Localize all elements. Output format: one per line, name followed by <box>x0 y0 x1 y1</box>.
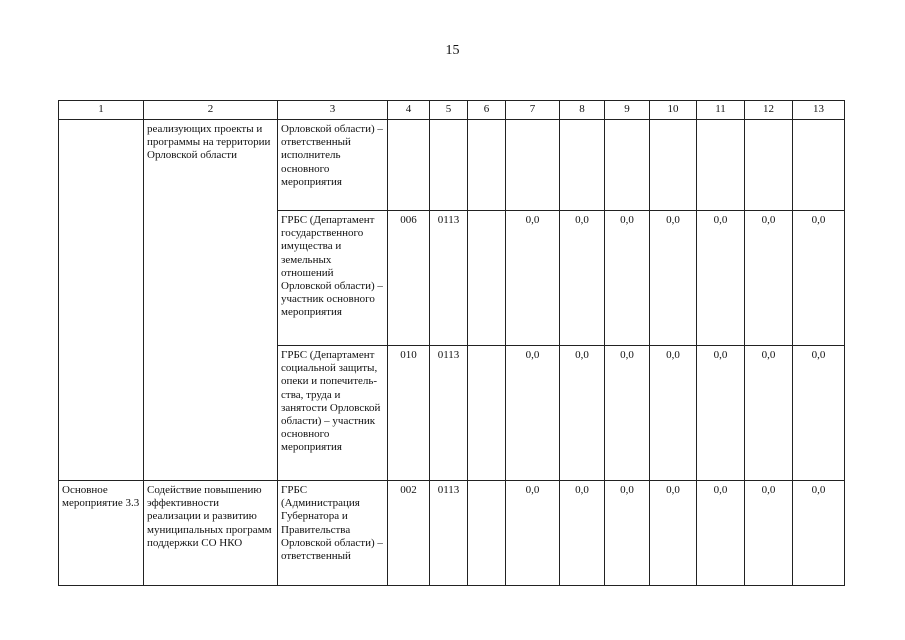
value-cell <box>388 120 430 211</box>
value-cell: 0,0 <box>745 211 793 346</box>
grbs-code-cell: 006 <box>388 211 430 346</box>
value-cell: 0,0 <box>697 211 745 346</box>
header-cell: 1 <box>59 101 144 120</box>
measure-cell: Основное мероприятие 3.3 <box>59 481 144 586</box>
header-cell: 5 <box>430 101 468 120</box>
value-cell: 0,0 <box>506 481 560 586</box>
header-row <box>59 101 845 120</box>
header-cell: 8 <box>560 101 605 120</box>
header-cell: 7 <box>506 101 560 120</box>
header-cell: 6 <box>468 101 506 120</box>
header-cell: 3 <box>278 101 388 120</box>
value-cell <box>745 120 793 211</box>
section-code-cell: 0113 <box>430 211 468 346</box>
executor-cell: Орловской области) – ответственный исполнитель основного мероприятия <box>278 120 388 211</box>
value-cell <box>468 481 506 586</box>
header-cell: 13 <box>793 101 845 120</box>
value-cell <box>793 120 845 211</box>
value-cell: 0,0 <box>560 346 605 481</box>
value-cell <box>506 120 560 211</box>
value-cell: 0,0 <box>745 346 793 481</box>
value-cell <box>650 120 697 211</box>
value-cell <box>468 346 506 481</box>
page-number: 15 <box>445 43 460 58</box>
value-cell <box>430 120 468 211</box>
value-cell: 0,0 <box>793 211 845 346</box>
section-code-cell: 0113 <box>430 346 468 481</box>
header-cell: 9 <box>605 101 650 120</box>
table-row <box>59 481 845 586</box>
value-cell: 0,0 <box>605 346 650 481</box>
value-cell <box>468 211 506 346</box>
value-cell: 0,0 <box>560 211 605 346</box>
value-cell: 0,0 <box>650 211 697 346</box>
header-cell: 12 <box>745 101 793 120</box>
value-cell: 0,0 <box>605 481 650 586</box>
executor-cell: ГРБС (Администрация Губернатора и Правительства Орловской области) – ответственный <box>278 481 388 586</box>
value-cell: 0,0 <box>697 481 745 586</box>
value-cell: 0,0 <box>605 211 650 346</box>
table-row <box>59 120 845 211</box>
value-cell <box>605 120 650 211</box>
value-cell <box>468 120 506 211</box>
value-cell: 0,0 <box>745 481 793 586</box>
measure-name-cell: Содействие повышению эффективности реализации и развитию муниципальных программ поддержки СО НКО <box>144 481 278 586</box>
header-cell: 11 <box>697 101 745 120</box>
value-cell <box>697 120 745 211</box>
measure-name-cell: реализующих проекты и программы на территории Орловской области <box>144 120 278 481</box>
value-cell: 0,0 <box>697 346 745 481</box>
budget-table <box>58 100 845 586</box>
value-cell: 0,0 <box>506 346 560 481</box>
header-cell: 2 <box>144 101 278 120</box>
value-cell: 0,0 <box>650 481 697 586</box>
section-code-cell: 0113 <box>430 481 468 586</box>
value-cell <box>560 120 605 211</box>
value-cell: 0,0 <box>650 346 697 481</box>
header-cell: 10 <box>650 101 697 120</box>
value-cell: 0,0 <box>793 346 845 481</box>
value-cell: 0,0 <box>506 211 560 346</box>
value-cell: 0,0 <box>793 481 845 586</box>
header-cell: 4 <box>388 101 430 120</box>
executor-cell: ГРБС (Департамент социальной защиты, опеки и попечитель-ства, труда и занятости Орловской области) – участник основного мероприятия <box>278 346 388 481</box>
measure-cell-empty <box>59 120 144 481</box>
executor-cell: ГРБС (Департамент государственного имущества и земельных отношений Орловской области) – участник основного мероприятия <box>278 211 388 346</box>
grbs-code-cell: 002 <box>388 481 430 586</box>
grbs-code-cell: 010 <box>388 346 430 481</box>
value-cell: 0,0 <box>560 481 605 586</box>
